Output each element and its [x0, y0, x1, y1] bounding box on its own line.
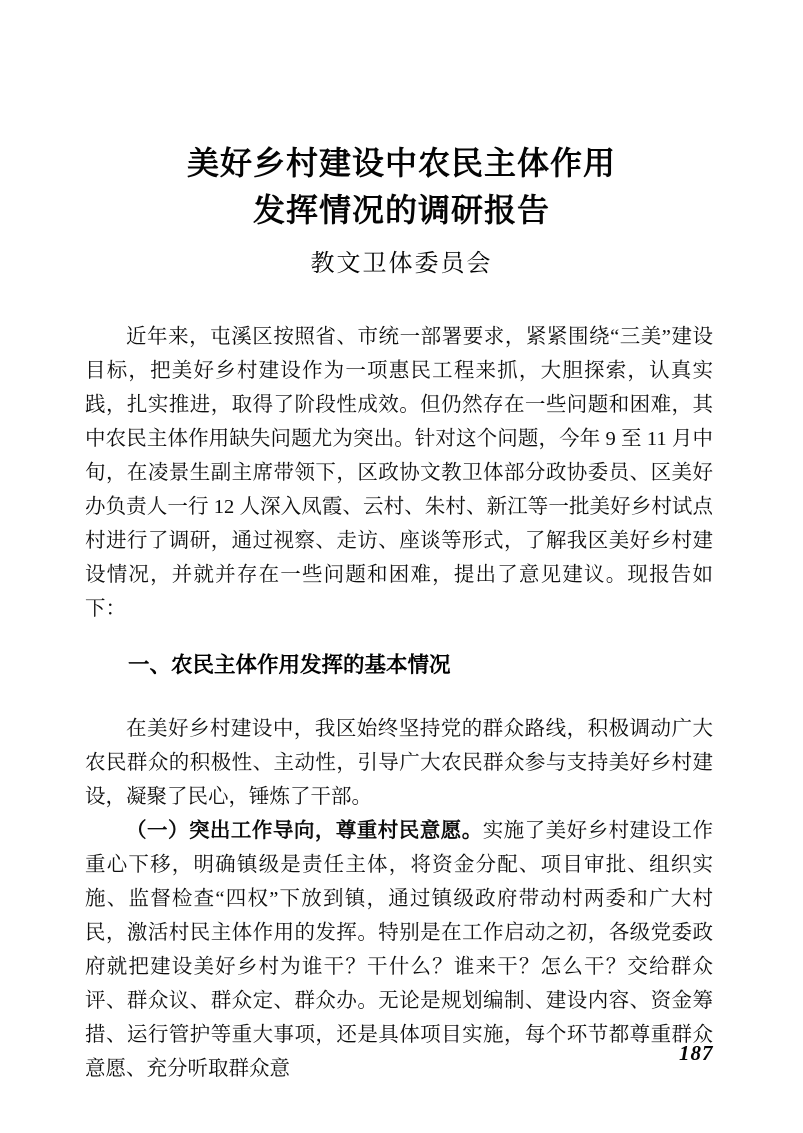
author-byline: 教文卫体委员会: [310, 251, 493, 277]
document-body: [85, 320, 713, 1086]
page-number: 187: [679, 1041, 714, 1065]
paragraph-subsection-1: [85, 814, 713, 1086]
title-line-2: 发挥情况的调研报告: [252, 192, 550, 228]
subsection-1-lead: （一）突出工作导向，尊重村民意愿。: [126, 819, 483, 842]
document-title: [0, 140, 803, 234]
paragraph-intro: 近年来，屯溪区按照省、市统一部署要求，紧紧围绕“三美”建设目标，把美好乡村建设作为一项惠民工程来抓，大胆探索，认真实践，扎实推进，取得了阶段性成效。但仍然存在一些问题和困难，其中农民主体作用缺失问题尤为突出。针对这个问题，今年 9 至 11 月中旬，在凌景生副主席带领下，区政协文教卫体部分政协委员、区美好办负责人一行 12 人深入凤霞、云村、朱村、新江等一批美好乡村试点村进行了调研，通过视察、走访、座谈等形式，了解我区美好乡村建设情况，并就并存在一些问题和困难，提出了意见建议。现报告如下：: [85, 326, 713, 620]
paragraph-overview: 在美好乡村建设中，我区始终坚持党的群众路线，积极调动广大农民群众的积极性、主动性，引导广大农民群众参与支持美好乡村建设，凝聚了民心，锤炼了干部。: [85, 718, 713, 808]
subsection-1-text: 实施了美好乡村建设工作重心下移，明确镇级是责任主体，将资金分配、项目审批、组织实施、监督检查“四权”下放到镇，通过镇级政府带动村两委和广大村民，激活村民主体作用的发挥。特别是在工作启动之初，各级党委政府就把建设美好乡村为谁干？干什么？谁来干？怎么干？交给群众评、群众议、群众定、群众办。无论是规划编制、建设内容、资金筹措、运行管护等重大事项，还是具体项目实施，每个环节都尊重群众意愿、充分听取群众意: [85, 820, 714, 1080]
section-heading-1: 一、农民主体作用发挥的基本情况: [128, 653, 451, 677]
title-line-1: 美好乡村建设中农民主体作用: [186, 145, 616, 181]
